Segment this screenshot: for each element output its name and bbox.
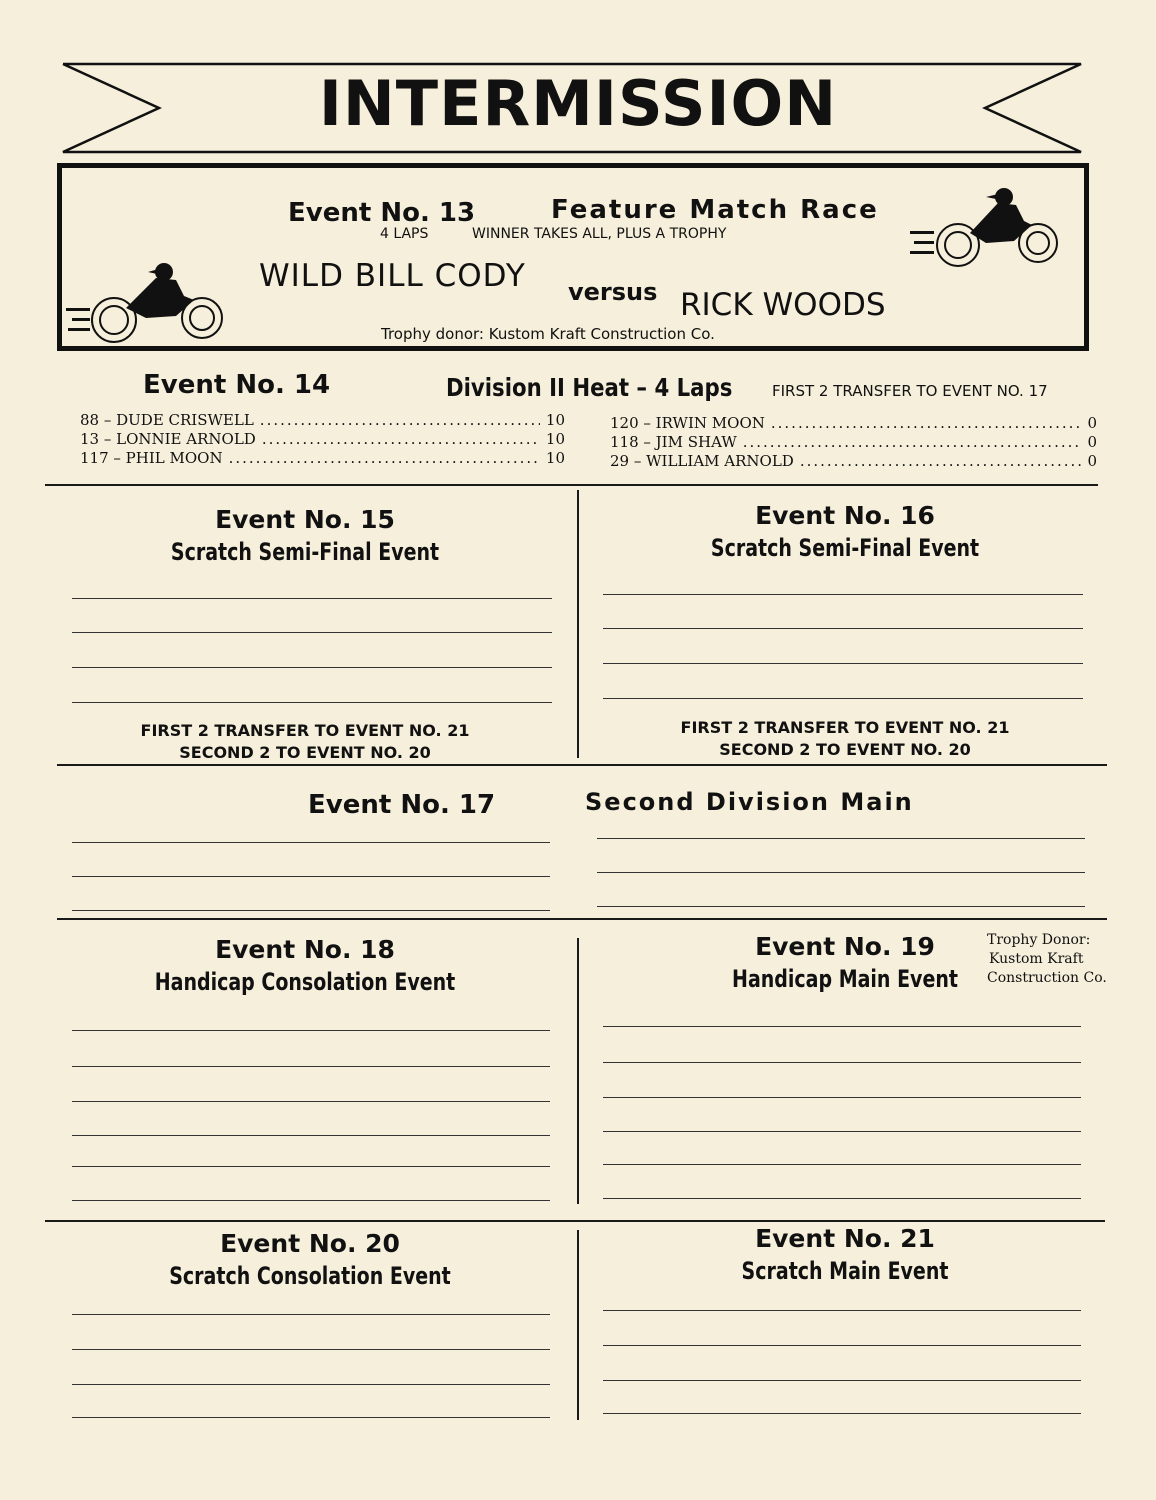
entry-line [597,838,1085,839]
divider [57,764,1107,766]
rider-b-name: RICK WOODS [680,287,886,323]
rider-entry: 29 – WILLIAM ARNOLD [610,452,794,470]
event-18-title: Handicap Consolation Event [154,968,456,996]
donor-line: Kustom Kraft [989,951,1084,967]
rider-entry: 117 – PHIL MOON [80,449,223,467]
event-18-number: Event No. 18 [215,935,395,964]
versus-label: versus [568,278,658,306]
points-value: 10 [545,449,565,467]
motorcycle-rider-icon [910,185,1070,271]
transfer-line-1: FIRST 2 TRANSFER TO EVENT NO. 21 [140,721,470,740]
donor-line: Construction Co. [987,970,1107,986]
entry-line [603,1131,1081,1132]
entry-line [72,876,550,877]
entry-line [72,667,552,668]
event-21-title: Scratch Main Event [741,1257,949,1285]
points-value: 0 [1087,433,1097,451]
entry-line [603,1062,1081,1063]
event-14-number: Event No. 14 [143,370,331,400]
column-divider [577,490,579,758]
points-value: 10 [545,430,565,448]
rider-a-name: WILD BILL CODY [259,258,526,294]
event-15-heading [60,504,550,568]
entry-line [597,872,1085,873]
column-divider [577,938,579,1204]
event-15-title: Scratch Semi-Final Event [170,538,440,566]
event-15-transfer [60,720,550,764]
entry-line [72,702,552,703]
event-18-heading [60,934,550,998]
entry-line [603,1198,1081,1199]
event-21-number: Event No. 21 [755,1224,935,1253]
roster-row [80,430,565,448]
rider-entry: 120 – IRWIN MOON [610,414,765,432]
entry-line [72,632,552,633]
event-17-title: Second Division Main [585,788,914,816]
event-19-number: Event No. 19 [755,932,935,961]
event-13-prize: WINNER TAKES ALL, PLUS A TROPHY [472,226,727,242]
divider [57,918,1107,920]
points-value: 0 [1087,414,1097,432]
points-value: 0 [1087,452,1097,470]
event-14-transfer: FIRST 2 TRANSFER TO EVENT NO. 17 [772,382,1048,400]
transfer-line-1: FIRST 2 TRANSFER TO EVENT NO. 21 [680,718,1010,737]
dot-leader [260,411,540,429]
event-21-heading [600,1223,1090,1287]
event-13-number: Event No. 13 [288,198,476,228]
event-20-number: Event No. 20 [220,1229,400,1258]
event-19-donor [987,931,1107,988]
entry-line [72,1349,550,1350]
event-19-heading [700,931,990,995]
entry-line [603,1380,1081,1381]
event-17-number: Event No. 17 [308,790,496,820]
points-value: 10 [545,411,565,429]
event-14-title: Division II Heat – 4 Laps [446,373,733,402]
entry-line [603,663,1083,664]
entry-line [603,1097,1081,1098]
rider-entry: 88 – DUDE CRISWELL [80,411,254,429]
entry-line [603,594,1083,595]
event-16-title: Scratch Semi-Final Event [710,534,980,562]
entry-line [72,1101,550,1102]
roster-row [80,449,565,467]
entry-line [72,1314,550,1315]
dot-leader [743,433,1082,451]
roster-row [80,411,565,429]
divider [45,484,1098,486]
column-divider [577,1230,579,1420]
transfer-line-2: SECOND 2 TO EVENT NO. 20 [179,743,431,762]
rider-entry: 13 – LONNIE ARNOLD [80,430,256,448]
event-16-transfer [600,717,1090,761]
entry-line [603,698,1083,699]
dot-leader [262,430,540,448]
event-15-number: Event No. 15 [215,505,395,534]
event-16-heading [600,500,1090,564]
entry-line [72,1384,550,1385]
dot-leader [800,452,1082,470]
entry-line [72,1166,550,1167]
entry-line [603,1164,1081,1165]
entry-line [603,1310,1081,1311]
entry-line [72,1066,550,1067]
donor-line: Trophy Donor: [987,932,1091,948]
entry-line [72,1417,550,1418]
entry-line [603,1413,1081,1414]
roster-row [610,414,1097,432]
entry-line [597,906,1085,907]
event-16-number: Event No. 16 [755,501,935,530]
entry-line [72,598,552,599]
roster-row [610,433,1097,451]
trophy-donor: Trophy donor: Kustom Kraft Construction Co. [381,325,715,343]
motorcycle-rider-icon [66,258,236,348]
entry-line [72,1135,550,1136]
page-title: INTERMISSION [318,67,838,140]
event-13-title: Feature Match Race [551,195,879,225]
entry-line [603,1345,1081,1346]
roster-row [610,452,1097,470]
event-20-heading [60,1228,560,1292]
event-20-title: Scratch Consolation Event [169,1262,451,1290]
entry-line [72,1200,550,1201]
rider-entry: 118 – JIM SHAW [610,433,737,451]
entry-line [603,1026,1081,1027]
event-19-title: Handicap Main Event [732,965,958,993]
transfer-line-2: SECOND 2 TO EVENT NO. 20 [719,740,971,759]
entry-line [72,910,550,911]
entry-line [603,628,1083,629]
dot-leader [229,449,540,467]
entry-line [72,842,550,843]
entry-line [72,1030,550,1031]
dot-leader [771,414,1082,432]
divider [45,1220,1105,1222]
event-13-laps: 4 LAPS [380,226,429,242]
